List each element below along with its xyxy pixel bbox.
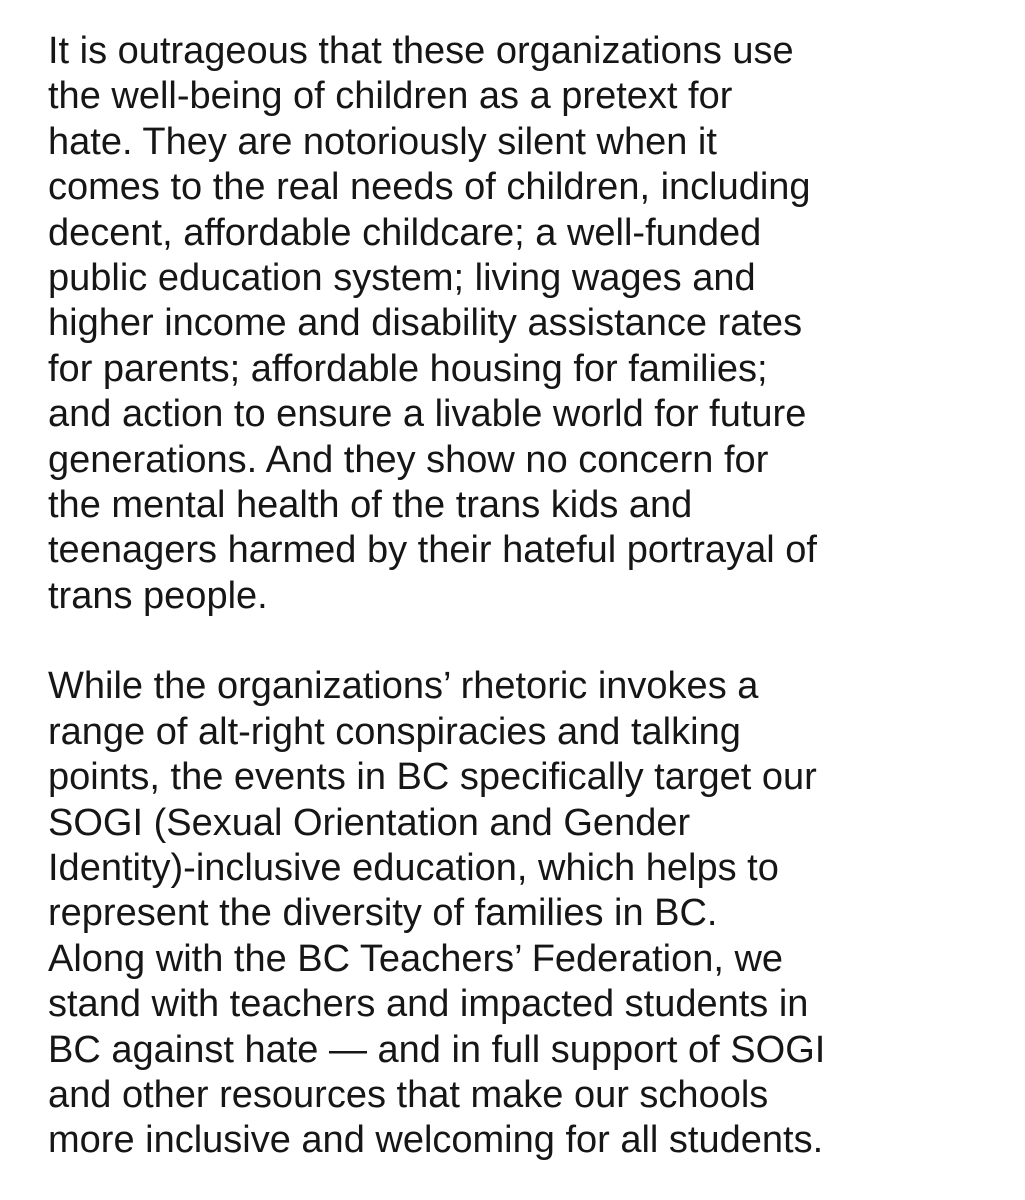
- paragraph-children-wellbeing: [48, 29, 1005, 619]
- text-line: hate. They are notoriously silent when it: [48, 120, 717, 163]
- text-line: It is outrageous that these organizations use: [48, 30, 794, 72]
- text-line: and other resources that make our schools: [48, 1073, 769, 1116]
- text-line: public education system; living wages and: [48, 257, 756, 300]
- text-line: for parents; affordable housing for families;: [48, 347, 768, 390]
- paragraph-sogi-support: [48, 664, 1005, 1163]
- text-line: range of alt-right conspiracies and talking: [48, 710, 741, 753]
- text-line: BC against hate — and in full support of SOGI: [48, 1028, 826, 1071]
- text-line: trans people.: [48, 574, 268, 617]
- text-line: Identity)-inclusive education, which helps to: [48, 846, 779, 889]
- text-line: SOGI (Sexual Orientation and Gender: [48, 801, 691, 844]
- text-line: teenagers harmed by their hateful portrayal of: [48, 529, 817, 572]
- text-line: points, the events in BC specifically target our: [48, 756, 817, 799]
- text-line: the mental health of the trans kids and: [48, 484, 693, 527]
- text-line: comes to the real needs of children, including: [48, 166, 811, 209]
- text-line: the well-being of children as a pretext for: [48, 75, 733, 118]
- text-line: more inclusive and welcoming for all students.: [48, 1119, 824, 1162]
- text-line: higher income and disability assistance rates: [48, 302, 803, 345]
- text-line: decent, affordable childcare; a well-funded: [48, 211, 762, 254]
- text-line: and action to ensure a livable world for future: [48, 393, 807, 436]
- text-line: generations. And they show no concern for: [48, 438, 769, 481]
- text-line: stand with teachers and impacted students in: [48, 983, 809, 1026]
- text-line: Along with the BC Teachers’ Federation, we: [48, 937, 784, 980]
- text-line: While the organizations’ rhetoric invokes a: [48, 665, 759, 708]
- text-line: represent the diversity of families in BC.: [48, 892, 718, 935]
